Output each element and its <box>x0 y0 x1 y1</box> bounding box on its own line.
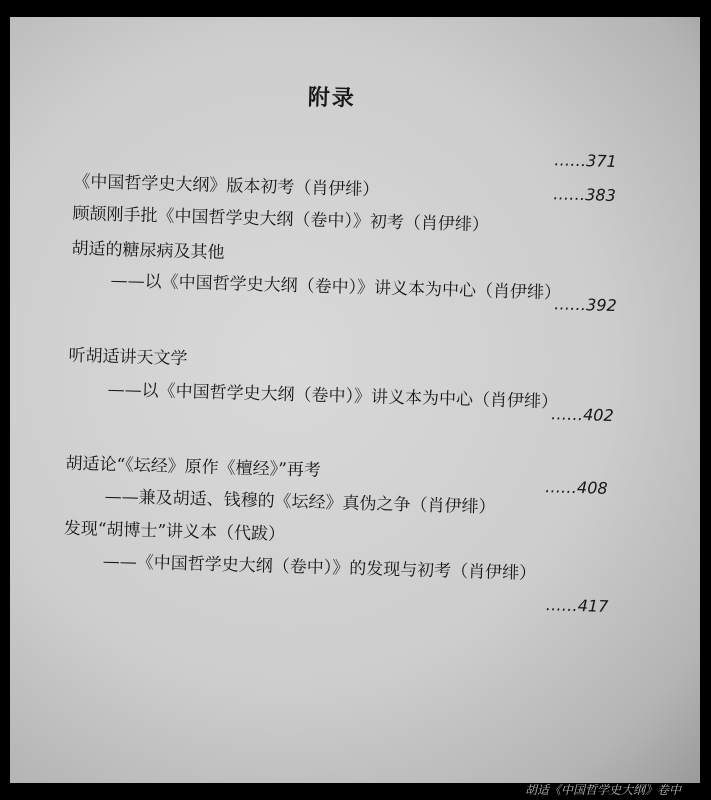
toc-entry-subtitle: ——以《中国哲学史大纲（卷中）》讲义本为中心（肖伊绯） <box>107 379 559 413</box>
toc-page-number: ……402 <box>550 404 614 426</box>
toc-entry-title: 《中国哲学史大纲》版本初考（肖伊绯） <box>73 171 380 201</box>
toc-entry-subtitle: ——兼及胡适、钱穆的《坛经》真伪之争（肖伊绯） <box>104 486 496 518</box>
book-page-photo <box>10 17 700 783</box>
toc-entry-subtitle: ——《中国哲学史大纲（卷中）》的发现与初考（肖伊绯） <box>102 551 537 584</box>
toc-page-number: ……417 <box>545 595 609 616</box>
photo-caption: 胡适《中国哲学史大纲》卷中 <box>524 783 681 797</box>
toc-page-number: ……392 <box>553 294 617 316</box>
toc-entry-title: 顾颉刚手批《中国哲学史大纲（卷中）》初考（肖伊绯） <box>72 203 490 236</box>
toc-page-number: ……408 <box>544 477 608 498</box>
toc-entry-title: 胡适的糖尿病及其他 <box>71 238 225 264</box>
toc-entry-subtitle: ——以《中国哲学史大纲（卷中）》讲义本为中心（肖伊绯） <box>110 270 562 304</box>
page-title: 附录 <box>307 84 357 112</box>
toc-entry-title: 听胡适讲天文学 <box>68 345 188 370</box>
toc-page-number: ……383 <box>553 184 617 205</box>
toc-entry-title: 发现“胡博士”讲义本（代跋） <box>63 518 286 545</box>
appendix-page <box>10 17 700 783</box>
toc-page-number: ……371 <box>553 150 618 171</box>
toc-entry-title: 胡适论“《坛经》原作《檀经》”再考 <box>65 453 322 481</box>
